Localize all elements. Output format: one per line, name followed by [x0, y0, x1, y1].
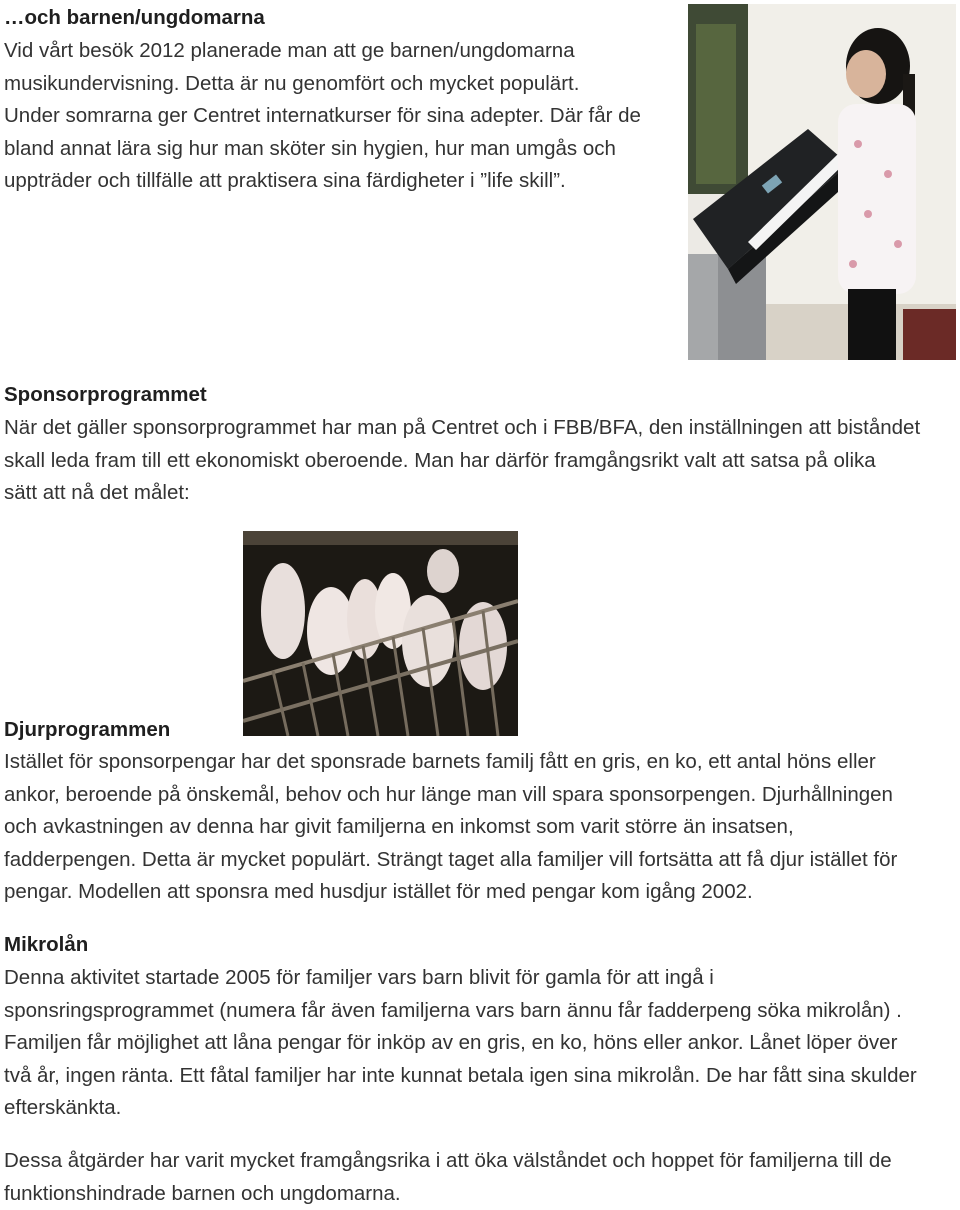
paragraph-line: pengar. Modellen att sponsra med husdjur istället för med pengar kom igång 2002. — [4, 876, 897, 909]
paragraph-line: två år, ingen ränta. Ett fåtal familjer har inte kunnat betala igen sina mikrolån. De har fått sina skulder — [4, 1060, 917, 1093]
paragraph-line: uppträder och tillfälle att praktisera sina färdigheter i ”life skill”. — [4, 165, 641, 198]
paragraph-line: skall leda fram till ett ekonomiskt oberoende. Man har därför framgångsrikt valt att satsa på olika — [4, 445, 920, 478]
photo-pigs-pen — [243, 531, 518, 736]
paragraph-line: Istället för sponsorpengar har det sponsrade barnets familj fått en gris, en ko, ett antal höns eller — [4, 746, 897, 779]
paragraph-line: fadderpengen. Detta är mycket populärt. Strängt taget alla familjer vill fortsätta att få djur istället för — [4, 844, 897, 877]
paragraph-line: Under somrarna ger Centret internatkurser för sina adepter. Där får de — [4, 100, 641, 133]
paragraph-line: musikundervisning. Detta är nu genomfört och mycket populärt. — [4, 68, 641, 101]
paragraph-conclusion — [4, 1145, 892, 1210]
heading-microloans: Mikrolån — [4, 929, 88, 962]
paragraph-line: bland annat lära sig hur man sköter sin hygien, hur man umgås och — [4, 133, 641, 166]
paragraph-line: Denna aktivitet startade 2005 för familjer vars barn blivit för gamla för att ingå i — [4, 962, 917, 995]
photo-girl-keyboard — [688, 4, 956, 360]
paragraph-line: Vid vårt besök 2012 planerade man att ge barnen/ungdomarna — [4, 35, 641, 68]
paragraph-microloans — [4, 962, 917, 1125]
paragraph-line: Familjen får möjlighet att låna pengar för inköp av en gris, en ko, höns eller ankor. Lånet löper över — [4, 1027, 917, 1060]
heading-sponsor: Sponsorprogrammet — [4, 379, 207, 412]
paragraph-children — [4, 35, 641, 198]
heading-children: …och barnen/ungdomarna — [4, 2, 265, 35]
paragraph-line: efterskänkta. — [4, 1092, 917, 1125]
paragraph-line: ankor, beroende på önskemål, behov och hur länge man vill spara sponsorpengen. Djurhållningen — [4, 779, 897, 812]
paragraph-sponsor — [4, 412, 920, 510]
paragraph-line: och avkastningen av denna har givit familjerna en inkomst som varit större än insatsen, — [4, 811, 897, 844]
paragraph-line: sätt att nå det målet: — [4, 477, 920, 510]
paragraph-line: sponsringsprogrammet (numera får även familjerna vars barn ännu får fadderpeng söka mikrolån) . — [4, 995, 917, 1028]
paragraph-animals — [4, 746, 897, 909]
paragraph-line: funktionshindrade barnen och ungdomarna. — [4, 1178, 892, 1210]
paragraph-line: Dessa åtgärder har varit mycket framgångsrika i att öka välståndet och hoppet för familjerna till de — [4, 1145, 892, 1178]
heading-animals: Djurprogrammen — [4, 714, 170, 747]
paragraph-line: När det gäller sponsorprogrammet har man på Centret och i FBB/BFA, den inställningen att biståndet — [4, 412, 920, 445]
